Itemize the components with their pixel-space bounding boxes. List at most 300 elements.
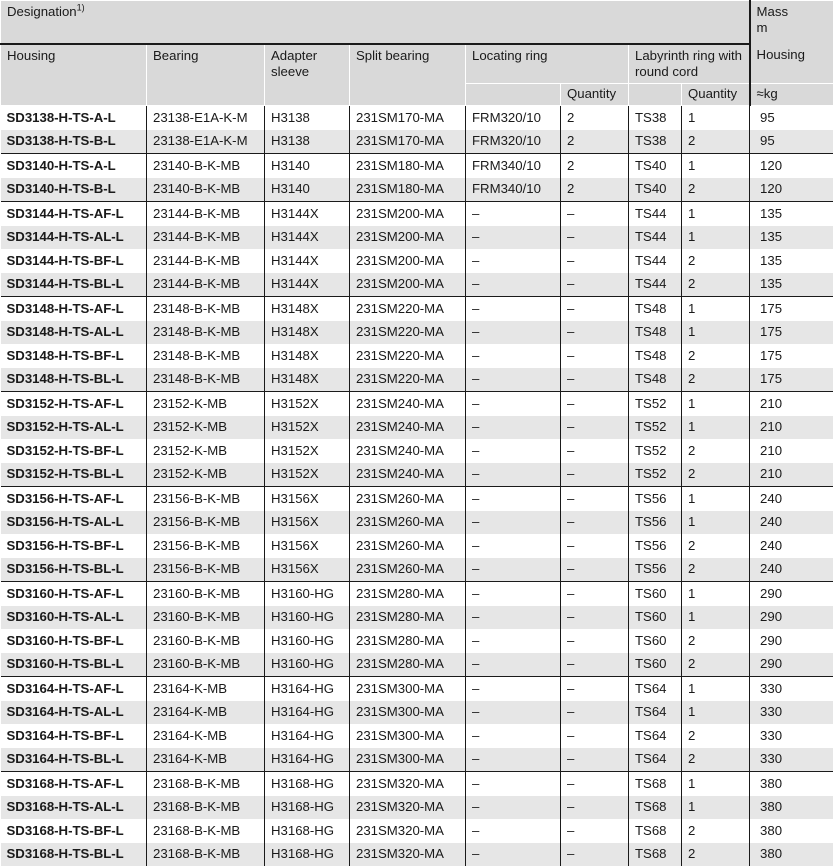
labyrinth-quantity-cell: 1 xyxy=(682,154,750,178)
labyrinth-quantity-cell: 2 xyxy=(682,653,750,677)
mass-cell: 95 xyxy=(750,130,833,154)
split-bearing-cell: 231SM280-MA xyxy=(350,629,466,653)
split-bearing-cell: 231SM280-MA xyxy=(350,606,466,630)
housing-cell: SD3148-H-TS-BL-L xyxy=(1,368,147,392)
bearing-cell: 23164-K-MB xyxy=(147,701,265,725)
labyrinth-ring-cell: TS64 xyxy=(629,748,682,772)
locating-quantity-cell: – xyxy=(561,344,629,368)
locating-ring-cell: – xyxy=(466,558,561,582)
housing-cell: SD3156-H-TS-BF-L xyxy=(1,534,147,558)
table-header xyxy=(1,1,833,106)
labyrinth-ring-cell: TS48 xyxy=(629,344,682,368)
bearing-cell: 23152-K-MB xyxy=(147,416,265,440)
bearing-cell: 23138-E1A-K-M xyxy=(147,106,265,130)
locating-ring-cell: – xyxy=(466,582,561,606)
split-bearing-cell: 231SM260-MA xyxy=(350,511,466,535)
locating-ring-cell: – xyxy=(466,606,561,630)
mass-symbol: m xyxy=(757,20,768,35)
labyrinth-ring-cell: TS44 xyxy=(629,249,682,273)
labyrinth-quantity-cell: 2 xyxy=(682,178,750,202)
labyrinth-ring-header: Labyrinth ring with round cord xyxy=(629,44,750,84)
mass-cell: 175 xyxy=(750,321,833,345)
table-row xyxy=(1,202,833,226)
split-bearing-cell: 231SM200-MA xyxy=(350,249,466,273)
adapter-sleeve-cell: H3144X xyxy=(265,226,350,250)
bearing-cell: 23144-B-K-MB xyxy=(147,249,265,273)
bearing-cell: 23144-B-K-MB xyxy=(147,226,265,250)
table-row xyxy=(1,606,833,630)
adapter-sleeve-cell: H3160-HG xyxy=(265,629,350,653)
locating-ring-cell: – xyxy=(466,392,561,416)
bearing-cell: 23140-B-K-MB xyxy=(147,178,265,202)
mass-cell: 380 xyxy=(750,796,833,820)
table-row xyxy=(1,653,833,677)
adapter-sleeve-cell: H3140 xyxy=(265,154,350,178)
locating-ring-cell: – xyxy=(466,226,561,250)
bearing-cell: 23148-B-K-MB xyxy=(147,297,265,321)
adapter-sleeve-cell: H3168-HG xyxy=(265,843,350,866)
housing-cell: SD3144-H-TS-BF-L xyxy=(1,249,147,273)
locating-ring-cell: – xyxy=(466,701,561,725)
housing-cell: SD3148-H-TS-AF-L xyxy=(1,297,147,321)
adapter-sleeve-cell: H3140 xyxy=(265,178,350,202)
labyrinth-quantity-cell: 2 xyxy=(682,249,750,273)
bearing-cell: 23148-B-K-MB xyxy=(147,321,265,345)
split-bearing-cell: 231SM300-MA xyxy=(350,677,466,701)
mass-cell: 240 xyxy=(750,534,833,558)
designation-header xyxy=(1,1,750,45)
adapter-sleeve-cell: H3156X xyxy=(265,558,350,582)
locating-quantity-cell: – xyxy=(561,368,629,392)
locating-ring-cell: – xyxy=(466,297,561,321)
labyrinth-quantity-cell: 2 xyxy=(682,273,750,297)
adapter-sleeve-cell: H3152X xyxy=(265,463,350,487)
adapter-sleeve-cell: H3160-HG xyxy=(265,653,350,677)
table-row xyxy=(1,439,833,463)
locating-ring-cell: – xyxy=(466,724,561,748)
mass-cell: 380 xyxy=(750,819,833,843)
labyrinth-quantity-cell: 1 xyxy=(682,606,750,630)
locating-ring-cell: – xyxy=(466,748,561,772)
housing-cell: SD3164-H-TS-BL-L xyxy=(1,748,147,772)
labyrinth-quantity-cell: 2 xyxy=(682,534,750,558)
labyrinth-quantity-cell: 2 xyxy=(682,439,750,463)
mass-housing-header: Housing xyxy=(750,44,833,84)
labyrinth-ring-cell: TS52 xyxy=(629,439,682,463)
labyrinth-quantity-cell: 1 xyxy=(682,392,750,416)
table-row xyxy=(1,677,833,701)
table-row xyxy=(1,487,833,511)
mass-cell: 290 xyxy=(750,582,833,606)
mass-cell: 330 xyxy=(750,701,833,725)
table-body xyxy=(1,106,833,866)
table-row xyxy=(1,701,833,725)
locating-ring-cell: – xyxy=(466,653,561,677)
locating-ring-cell: FRM320/10 xyxy=(466,106,561,130)
locating-ring-cell: – xyxy=(466,796,561,820)
mass-cell: 135 xyxy=(750,273,833,297)
locating-quantity-cell: 2 xyxy=(561,154,629,178)
mass-cell: 240 xyxy=(750,558,833,582)
bearing-cell: 23156-B-K-MB xyxy=(147,534,265,558)
split-bearing-cell: 231SM260-MA xyxy=(350,558,466,582)
housing-cell: SD3144-H-TS-BL-L xyxy=(1,273,147,297)
locating-ring-cell: – xyxy=(466,819,561,843)
bearing-cell: 23152-K-MB xyxy=(147,463,265,487)
labyrinth-ring-cell: TS60 xyxy=(629,582,682,606)
labyrinth-quantity-cell: 1 xyxy=(682,677,750,701)
labyrinth-quantity-cell: 1 xyxy=(682,106,750,130)
table-row xyxy=(1,178,833,202)
locating-quantity-cell: – xyxy=(561,202,629,226)
housing-cell: SD3164-H-TS-BF-L xyxy=(1,724,147,748)
housing-cell: SD3160-H-TS-AL-L xyxy=(1,606,147,630)
labyrinth-ring-cell: TS64 xyxy=(629,701,682,725)
mass-cell: 135 xyxy=(750,249,833,273)
mass-cell: 135 xyxy=(750,202,833,226)
labyrinth-quantity-cell: 1 xyxy=(682,487,750,511)
mass-cell: 380 xyxy=(750,772,833,796)
housing-cell: SD3138-H-TS-B-L xyxy=(1,130,147,154)
table-row xyxy=(1,154,833,178)
locating-ring-cell: – xyxy=(466,487,561,511)
bearing-cell: 23148-B-K-MB xyxy=(147,344,265,368)
labyrinth-ring-cell: TS48 xyxy=(629,368,682,392)
split-bearing-cell: 231SM200-MA xyxy=(350,202,466,226)
labyrinth-quantity-cell: 1 xyxy=(682,701,750,725)
labyrinth-quantity-cell: 1 xyxy=(682,796,750,820)
table-row xyxy=(1,368,833,392)
table-row xyxy=(1,629,833,653)
locating-quantity-cell: – xyxy=(561,321,629,345)
table-row xyxy=(1,416,833,440)
locating-quantity-header: Quantity xyxy=(561,84,629,106)
housing-cell: SD3152-H-TS-AL-L xyxy=(1,416,147,440)
bearing-cell: 23156-B-K-MB xyxy=(147,558,265,582)
mass-cell: 175 xyxy=(750,344,833,368)
labyrinth-quantity-cell: 1 xyxy=(682,226,750,250)
table-row xyxy=(1,748,833,772)
adapter-sleeve-cell: H3148X xyxy=(265,321,350,345)
adapter-sleeve-cell: H3148X xyxy=(265,368,350,392)
mass-cell: 210 xyxy=(750,416,833,440)
housing-cell: SD3148-H-TS-BF-L xyxy=(1,344,147,368)
adapter-sleeve-cell: H3160-HG xyxy=(265,582,350,606)
split-bearing-cell: 231SM320-MA xyxy=(350,796,466,820)
labyrinth-quantity-cell: 1 xyxy=(682,416,750,440)
housing-header: Housing xyxy=(1,44,147,106)
split-bearing-cell: 231SM280-MA xyxy=(350,653,466,677)
split-bearing-cell: 231SM170-MA xyxy=(350,130,466,154)
bearing-cell: 23168-B-K-MB xyxy=(147,772,265,796)
housing-cell: SD3140-H-TS-B-L xyxy=(1,178,147,202)
labyrinth-quantity-cell: 1 xyxy=(682,202,750,226)
housing-cell: SD3164-H-TS-AL-L xyxy=(1,701,147,725)
labyrinth-ring-cell: TS48 xyxy=(629,321,682,345)
labyrinth-ring-cell: TS56 xyxy=(629,487,682,511)
locating-ring-cell: FRM340/10 xyxy=(466,154,561,178)
locating-ring-cell: – xyxy=(466,463,561,487)
locating-ring-header: Locating ring xyxy=(466,44,629,84)
mass-cell: 330 xyxy=(750,724,833,748)
locating-ring-cell: – xyxy=(466,629,561,653)
locating-quantity-cell: 2 xyxy=(561,106,629,130)
locating-quantity-cell: – xyxy=(561,416,629,440)
housing-cell: SD3148-H-TS-AL-L xyxy=(1,321,147,345)
locating-quantity-cell: – xyxy=(561,487,629,511)
labyrinth-quantity-cell: 2 xyxy=(682,368,750,392)
split-bearing-cell: 231SM260-MA xyxy=(350,487,466,511)
bearing-cell: 23148-B-K-MB xyxy=(147,368,265,392)
housing-cell: SD3160-H-TS-BF-L xyxy=(1,629,147,653)
bearing-cell: 23160-B-K-MB xyxy=(147,606,265,630)
table-row xyxy=(1,321,833,345)
split-bearing-header: Split bearing xyxy=(350,44,466,106)
locating-quantity-cell: – xyxy=(561,439,629,463)
locating-quantity-cell: – xyxy=(561,606,629,630)
labyrinth-ring-cell: TS48 xyxy=(629,297,682,321)
bearing-cell: 23168-B-K-MB xyxy=(147,843,265,866)
table-row xyxy=(1,772,833,796)
mass-cell: 95 xyxy=(750,106,833,130)
locating-ring-cell: – xyxy=(466,677,561,701)
mass-cell: 290 xyxy=(750,606,833,630)
housing-cell: SD3164-H-TS-AF-L xyxy=(1,677,147,701)
mass-cell: 380 xyxy=(750,843,833,866)
labyrinth-quantity-cell: 1 xyxy=(682,582,750,606)
labyrinth-ring-cell: TS68 xyxy=(629,819,682,843)
labyrinth-ring-cell: TS52 xyxy=(629,463,682,487)
housing-cell: SD3168-H-TS-BL-L xyxy=(1,843,147,866)
adapter-sleeve-cell: H3164-HG xyxy=(265,701,350,725)
labyrinth-quantity-cell: 2 xyxy=(682,463,750,487)
mass-cell: 175 xyxy=(750,368,833,392)
labyrinth-ring-cell: TS60 xyxy=(629,629,682,653)
housing-cell: SD3168-H-TS-BF-L xyxy=(1,819,147,843)
table-row xyxy=(1,249,833,273)
split-bearing-cell: 231SM320-MA xyxy=(350,843,466,866)
bearing-cell: 23144-B-K-MB xyxy=(147,202,265,226)
mass-cell: 120 xyxy=(750,154,833,178)
labyrinth-ring-cell: TS44 xyxy=(629,273,682,297)
adapter-sleeve-cell: H3164-HG xyxy=(265,724,350,748)
labyrinth-ring-name-subheader xyxy=(629,84,682,106)
labyrinth-ring-cell: TS56 xyxy=(629,534,682,558)
table-row xyxy=(1,106,833,130)
table-row xyxy=(1,796,833,820)
locating-quantity-cell: – xyxy=(561,653,629,677)
labyrinth-ring-cell: TS68 xyxy=(629,843,682,866)
locating-quantity-cell: – xyxy=(561,748,629,772)
locating-quantity-cell: – xyxy=(561,629,629,653)
locating-quantity-cell: – xyxy=(561,226,629,250)
housing-cell: SD3156-H-TS-AF-L xyxy=(1,487,147,511)
bearing-cell: 23160-B-K-MB xyxy=(147,629,265,653)
adapter-sleeve-cell: H3138 xyxy=(265,106,350,130)
bearing-cell: 23156-B-K-MB xyxy=(147,487,265,511)
split-bearing-cell: 231SM220-MA xyxy=(350,297,466,321)
labyrinth-ring-cell: TS40 xyxy=(629,154,682,178)
locating-ring-cell: – xyxy=(466,344,561,368)
adapter-sleeve-cell: H3148X xyxy=(265,297,350,321)
labyrinth-quantity-cell: 1 xyxy=(682,321,750,345)
table-row xyxy=(1,558,833,582)
table-row xyxy=(1,130,833,154)
adapter-sleeve-cell: H3148X xyxy=(265,344,350,368)
locating-ring-cell: – xyxy=(466,511,561,535)
labyrinth-ring-cell: TS60 xyxy=(629,653,682,677)
locating-quantity-cell: – xyxy=(561,724,629,748)
table-row xyxy=(1,226,833,250)
bearing-cell: 23160-B-K-MB xyxy=(147,582,265,606)
bearing-cell: 23168-B-K-MB xyxy=(147,796,265,820)
locating-quantity-cell: – xyxy=(561,273,629,297)
designation-footnote: 1) xyxy=(77,3,85,13)
adapter-sleeve-cell: H3164-HG xyxy=(265,748,350,772)
bearing-cell: 23152-K-MB xyxy=(147,439,265,463)
labyrinth-ring-cell: TS68 xyxy=(629,772,682,796)
locating-quantity-cell: – xyxy=(561,463,629,487)
split-bearing-cell: 231SM220-MA xyxy=(350,344,466,368)
labyrinth-quantity-cell: 2 xyxy=(682,843,750,866)
bearing-cell: 23156-B-K-MB xyxy=(147,511,265,535)
bearing-cell: 23144-B-K-MB xyxy=(147,273,265,297)
housing-cell: SD3156-H-TS-AL-L xyxy=(1,511,147,535)
locating-quantity-cell: – xyxy=(561,582,629,606)
split-bearing-cell: 231SM200-MA xyxy=(350,226,466,250)
locating-ring-cell: – xyxy=(466,249,561,273)
split-bearing-cell: 231SM220-MA xyxy=(350,321,466,345)
designation-label: Designation xyxy=(7,4,77,19)
table-row xyxy=(1,582,833,606)
labyrinth-ring-cell: TS44 xyxy=(629,226,682,250)
locating-ring-cell: – xyxy=(466,439,561,463)
labyrinth-quantity-cell: 1 xyxy=(682,772,750,796)
locating-ring-cell: – xyxy=(466,202,561,226)
labyrinth-quantity-cell: 2 xyxy=(682,724,750,748)
labyrinth-quantity-cell: 2 xyxy=(682,130,750,154)
table-row xyxy=(1,297,833,321)
locating-ring-cell: – xyxy=(466,368,561,392)
adapter-sleeve-cell: H3152X xyxy=(265,416,350,440)
housing-cell: SD3168-H-TS-AL-L xyxy=(1,796,147,820)
split-bearing-cell: 231SM240-MA xyxy=(350,416,466,440)
labyrinth-ring-cell: TS64 xyxy=(629,677,682,701)
split-bearing-cell: 231SM320-MA xyxy=(350,772,466,796)
split-bearing-cell: 231SM300-MA xyxy=(350,748,466,772)
bearing-cell: 23152-K-MB xyxy=(147,392,265,416)
split-bearing-cell: 231SM280-MA xyxy=(350,582,466,606)
adapter-sleeve-cell: H3156X xyxy=(265,511,350,535)
labyrinth-quantity-header: Quantity xyxy=(682,84,750,106)
adapter-sleeve-cell: H3144X xyxy=(265,249,350,273)
locating-ring-cell: FRM320/10 xyxy=(466,130,561,154)
mass-cell: 330 xyxy=(750,748,833,772)
mass-header xyxy=(750,1,833,45)
labyrinth-quantity-cell: 1 xyxy=(682,511,750,535)
table-row xyxy=(1,511,833,535)
adapter-sleeve-cell: H3168-HG xyxy=(265,796,350,820)
labyrinth-ring-cell: TS60 xyxy=(629,606,682,630)
mass-cell: 135 xyxy=(750,226,833,250)
labyrinth-ring-cell: TS56 xyxy=(629,558,682,582)
housing-cell: SD3160-H-TS-BL-L xyxy=(1,653,147,677)
labyrinth-ring-cell: TS38 xyxy=(629,130,682,154)
mass-cell: 210 xyxy=(750,463,833,487)
housing-cell: SD3138-H-TS-A-L xyxy=(1,106,147,130)
bearing-cell: 23160-B-K-MB xyxy=(147,653,265,677)
mass-cell: 240 xyxy=(750,487,833,511)
housing-cell: SD3144-H-TS-AL-L xyxy=(1,226,147,250)
labyrinth-quantity-cell: 2 xyxy=(682,748,750,772)
split-bearing-cell: 231SM320-MA xyxy=(350,819,466,843)
labyrinth-quantity-cell: 1 xyxy=(682,297,750,321)
table-row xyxy=(1,344,833,368)
labyrinth-quantity-cell: 2 xyxy=(682,558,750,582)
locating-ring-cell: – xyxy=(466,273,561,297)
housing-cell: SD3160-H-TS-AF-L xyxy=(1,582,147,606)
mass-cell: 175 xyxy=(750,297,833,321)
locating-ring-name-subheader xyxy=(466,84,561,106)
housing-cell: SD3140-H-TS-A-L xyxy=(1,154,147,178)
locating-quantity-cell: – xyxy=(561,772,629,796)
bearing-cell: 23168-B-K-MB xyxy=(147,819,265,843)
locating-ring-cell: – xyxy=(466,534,561,558)
locating-ring-cell: – xyxy=(466,772,561,796)
mass-cell: 120 xyxy=(750,178,833,202)
labyrinth-ring-cell: TS44 xyxy=(629,202,682,226)
bearing-cell: 23164-K-MB xyxy=(147,724,265,748)
table-row xyxy=(1,273,833,297)
labyrinth-quantity-cell: 2 xyxy=(682,819,750,843)
adapter-sleeve-cell: H3160-HG xyxy=(265,606,350,630)
table-row xyxy=(1,843,833,866)
split-bearing-cell: 231SM180-MA xyxy=(350,178,466,202)
labyrinth-quantity-cell: 2 xyxy=(682,344,750,368)
locating-ring-cell: – xyxy=(466,416,561,440)
split-bearing-cell: 231SM170-MA xyxy=(350,106,466,130)
housing-cell: SD3152-H-TS-AF-L xyxy=(1,392,147,416)
adapter-sleeve-cell: H3168-HG xyxy=(265,772,350,796)
table-row xyxy=(1,819,833,843)
split-bearing-cell: 231SM240-MA xyxy=(350,439,466,463)
locating-quantity-cell: – xyxy=(561,511,629,535)
adapter-sleeve-cell: H3164-HG xyxy=(265,677,350,701)
locating-ring-cell: – xyxy=(466,843,561,866)
table-row xyxy=(1,534,833,558)
bearing-cell: 23164-K-MB xyxy=(147,677,265,701)
locating-quantity-cell: 2 xyxy=(561,130,629,154)
locating-quantity-cell: – xyxy=(561,677,629,701)
labyrinth-ring-cell: TS52 xyxy=(629,392,682,416)
locating-quantity-cell: 2 xyxy=(561,178,629,202)
housing-cell: SD3152-H-TS-BF-L xyxy=(1,439,147,463)
labyrinth-ring-cell: TS56 xyxy=(629,511,682,535)
split-bearing-cell: 231SM240-MA xyxy=(350,392,466,416)
locating-quantity-cell: – xyxy=(561,796,629,820)
split-bearing-cell: 231SM300-MA xyxy=(350,724,466,748)
locating-quantity-cell: – xyxy=(561,249,629,273)
table-row xyxy=(1,463,833,487)
adapter-sleeve-header: Adapter sleeve xyxy=(265,44,350,106)
split-bearing-cell: 231SM300-MA xyxy=(350,701,466,725)
locating-quantity-cell: – xyxy=(561,392,629,416)
mass-cell: 290 xyxy=(750,653,833,677)
labyrinth-ring-cell: TS40 xyxy=(629,178,682,202)
adapter-sleeve-cell: H3144X xyxy=(265,202,350,226)
housing-cell: SD3156-H-TS-BL-L xyxy=(1,558,147,582)
locating-ring-cell: – xyxy=(466,321,561,345)
